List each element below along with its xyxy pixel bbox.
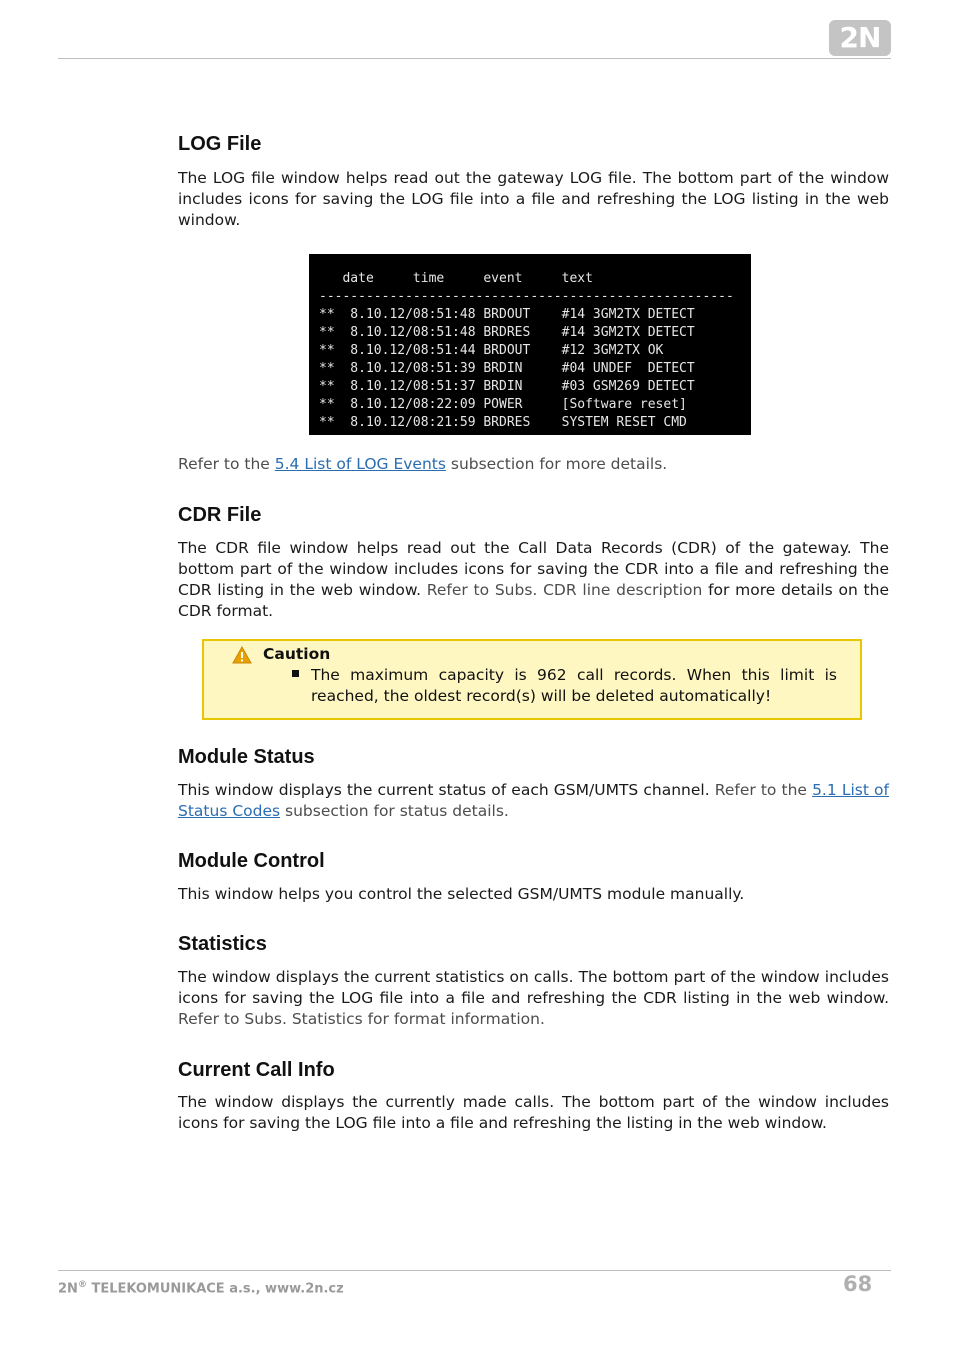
caution-box (202, 639, 862, 720)
section-title-module-control: Module Control (178, 850, 325, 872)
log-listing-row: ** 8.10.12/08:51:48 BRDOUT #14 3GM2TX DETECT (319, 307, 695, 322)
caution-title: Caution (263, 645, 331, 663)
log-listing-screenshot (309, 254, 751, 435)
statistics-body-part-1: The window displays the current statistics on calls. The bottom part of the window includes icons for saving the LOG file into a file and refreshing the CDR listing in the web window. (178, 968, 889, 1007)
header-divider (58, 58, 891, 59)
log-refer-note (178, 454, 889, 475)
log-listing-row: ** 8.10.12/08:51:37 BRDIN #03 GSM269 DETECT (319, 379, 695, 394)
statistics-ref: Refer to Subs. Statistics for format information. (178, 1010, 545, 1028)
statistics-description (178, 967, 889, 1030)
module-status-description (178, 780, 889, 822)
section-title-statistics: Statistics (178, 933, 267, 955)
link-list-of-log-events[interactable]: 5.4 List of LOG Events (274, 455, 446, 473)
module-status-body-part-1: This window displays the current status of each GSM/UMTS channel. (178, 781, 715, 799)
warning-icon (232, 646, 252, 664)
log-listing-row: ** 8.10.12/08:21:59 BRDRES SYSTEM RESET CMD (319, 415, 687, 430)
log-refer-suffix: subsection for more details. (445, 455, 668, 473)
module-control-description: This window helps you control the selected GSM/UMTS module manually. (178, 885, 745, 903)
log-listing-separator: ----------------------------------------------------- (319, 289, 734, 304)
log-listing-row: ** 8.10.12/08:51:48 BRDRES #14 3GM2TX DETECT (319, 325, 695, 340)
caution-text: The maximum capacity is 962 call records. When this limit is reached, the oldest record(s) will be deleted automatically! (311, 666, 837, 705)
log-listing-row: ** 8.10.12/08:22:09 POWER [Software reset] (319, 397, 687, 412)
footer-brand: 2N (58, 1281, 78, 1297)
brand-logo: 2N (829, 20, 891, 56)
link-list-of-status-codes[interactable]: 5.1 List of Status Codes (178, 781, 889, 820)
registered-mark: ® (77, 1280, 87, 1290)
log-listing-row: ** 8.10.12/08:51:44 BRDOUT #12 3GM2TX OK (319, 343, 664, 358)
log-file-description: The LOG file window helps read out the gateway LOG file. The bottom part of the window includes icons for saving the LOG file into a file and refreshing the LOG listing in the web window. (178, 169, 889, 229)
section-title-cdr-file: CDR File (178, 504, 262, 526)
current-call-info-description: The window displays the currently made calls. The bottom part of the window includes icons for saving the LOG file into a file and refreshing the listing in the web window. (178, 1093, 889, 1132)
cdr-line-description-ref: Refer to Subs. CDR line description (426, 581, 703, 599)
section-title-current-call-info: Current Call Info (178, 1059, 335, 1081)
page-number: 68 (843, 1272, 873, 1296)
cdr-body-part-2: for more details on the CDR format. (178, 581, 889, 620)
footer-divider (58, 1270, 891, 1271)
module-status-refer: Refer to the (714, 781, 813, 799)
cdr-file-description (178, 538, 889, 622)
cdr-body-part-1: The CDR file window helps read out the Call Data Records (CDR) of the gateway. The bottom part of the window includes icons for saving the CDR into a file and refreshing the CDR listing in the web window. (178, 539, 889, 599)
bullet-icon (292, 670, 299, 677)
section-title-module-status: Module Status (178, 746, 315, 768)
log-listing-header: date time event text (319, 271, 593, 286)
footer-company (58, 1280, 344, 1296)
log-refer-prefix: Refer to the (178, 455, 275, 473)
footer-company-text: TELEKOMUNIKACE a.s., www.2n.cz (86, 1281, 344, 1297)
module-status-body-part-2: subsection for status details. (280, 802, 509, 820)
log-listing-row: ** 8.10.12/08:51:39 BRDIN #04 UNDEF DETECT (319, 361, 695, 376)
section-title-log-file: LOG File (178, 133, 262, 155)
